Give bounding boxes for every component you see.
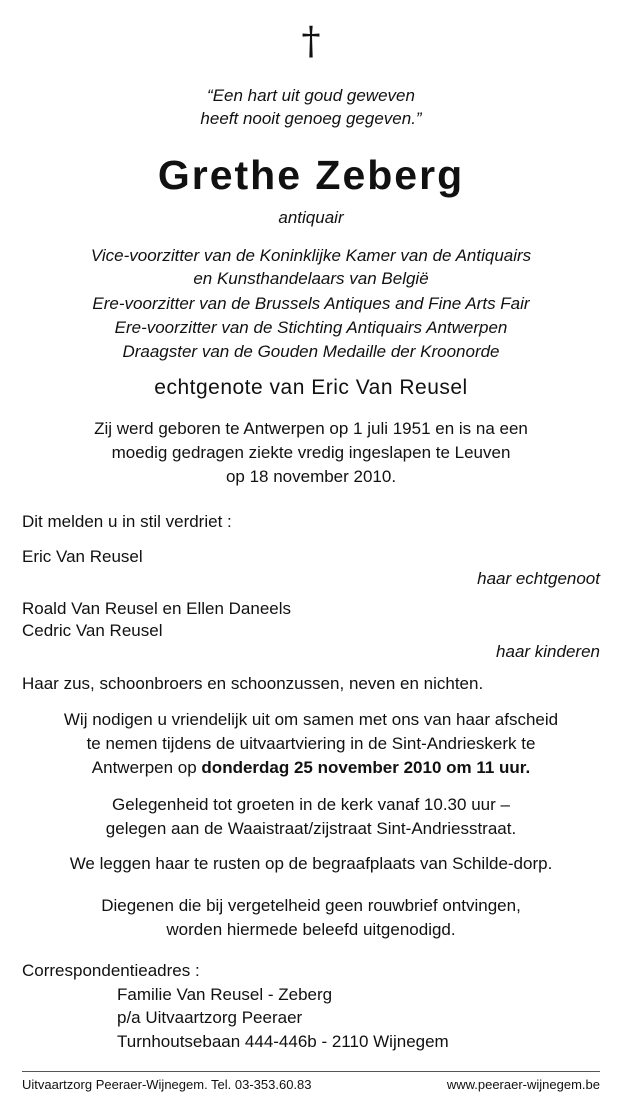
footer-company: Uitvaartzorg Peeraer-Wijnegem. Tel. 03-353.60.83 bbox=[22, 1077, 312, 1092]
husband-role: haar echtgenoot bbox=[477, 569, 600, 588]
funeral-date: donderdag 25 november 2010 om 11 uur. bbox=[201, 758, 531, 777]
invite-line-1: Wij nodigen u vriendelijk uit om samen met ons van haar afscheid bbox=[63, 710, 559, 729]
condolence-line-1: Gelegenheid tot groeten in de kerk vanaf 10.30 uur – bbox=[112, 795, 510, 814]
birth-line-3: op 18 november 2010. bbox=[225, 467, 397, 486]
announce-line: Dit melden u in stil verdriet : bbox=[22, 512, 232, 531]
invite-line-3 bbox=[0, 756, 622, 779]
address-line-1: Familie Van Reusel - Zeberg bbox=[117, 985, 333, 1004]
child-name-2: Cedric Van Reusel bbox=[22, 621, 163, 640]
husband-name: Eric Van Reusel bbox=[22, 547, 143, 566]
invite-line-3-prefix: Antwerpen op bbox=[91, 758, 202, 777]
correspondence-label: Correspondentieadres : bbox=[22, 961, 200, 980]
address-line-2: p/a Uitvaartzorg Peeraer bbox=[117, 1008, 303, 1027]
title-line-4: Ere-voorzitter van de Stichting Antiquairs Antwerpen bbox=[114, 318, 508, 337]
title-line-2: en Kunsthandelaars van België bbox=[193, 269, 429, 288]
title-line-5: Draagster van de Gouden Medaille der Kroonorde bbox=[122, 342, 500, 361]
title-line-1: Vice-voorzitter van de Koninklijke Kamer van de Antiquairs bbox=[90, 246, 532, 265]
notice-line-1: Diegenen die bij vergetelheid geen rouwbrief ontvingen, bbox=[101, 896, 521, 915]
cross-icon: † bbox=[301, 19, 321, 63]
profession: antiquair bbox=[278, 208, 344, 227]
spouse-line: echtgenote van Eric Van Reusel bbox=[154, 376, 468, 399]
footer-website-link[interactable]: www.peeraer-wijnegem.be bbox=[446, 1077, 600, 1092]
other-relatives: Haar zus, schoonbroers en schoonzussen, neven en nichten. bbox=[22, 674, 484, 693]
child-name-1: Roald Van Reusel en Ellen Daneels bbox=[22, 599, 292, 618]
children-role: haar kinderen bbox=[496, 642, 600, 661]
deceased-name: Grethe Zeberg bbox=[157, 152, 465, 198]
burial-line: We leggen haar te rusten op de begraafplaats van Schilde-dorp. bbox=[69, 854, 553, 873]
invite-line-2: te nemen tijdens de uitvaartviering in de Sint-Andrieskerk te bbox=[86, 734, 536, 753]
quote-line-2: heeft nooit genoeg gegeven.” bbox=[200, 109, 422, 128]
condolence-line-2: gelegen aan de Waaistraat/zijstraat Sint-Andriesstraat. bbox=[105, 819, 517, 838]
footer-divider bbox=[22, 1071, 600, 1072]
birth-line-2: moedig gedragen ziekte vredig ingeslapen te Leuven bbox=[111, 443, 511, 462]
title-line-3: Ere-voorzitter van de Brussels Antiques and Fine Arts Fair bbox=[92, 294, 530, 313]
birth-line-1: Zij werd geboren te Antwerpen op 1 juli 1951 en is na een bbox=[94, 419, 528, 438]
quote-line-1: “Een hart uit goud geweven bbox=[207, 86, 415, 105]
notice-line-2: worden hiermede beleefd uitgenodigd. bbox=[166, 920, 456, 939]
address-line-3: Turnhoutsebaan 444-446b - 2110 Wijnegem bbox=[117, 1032, 449, 1051]
